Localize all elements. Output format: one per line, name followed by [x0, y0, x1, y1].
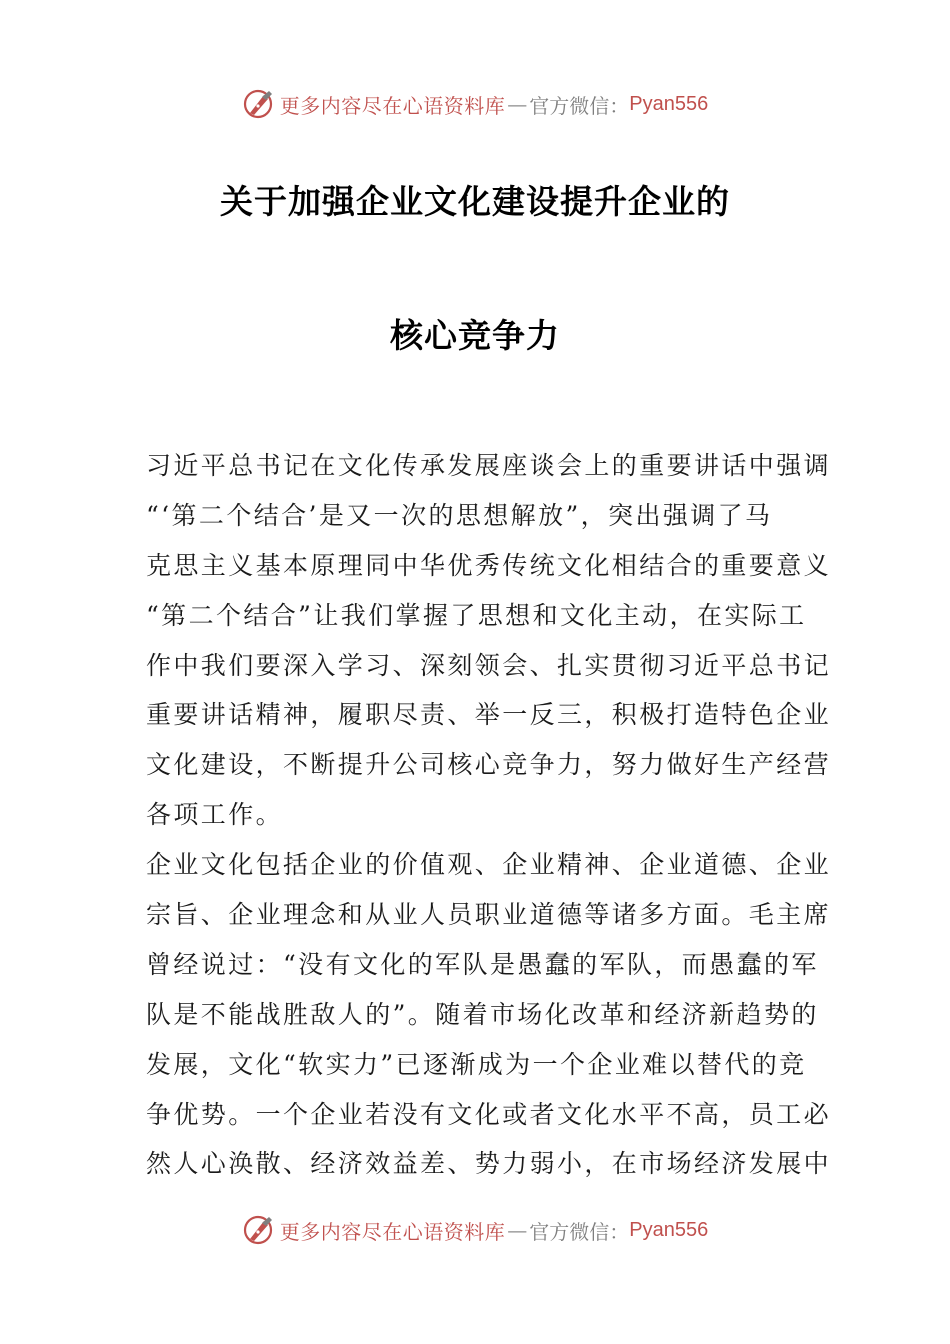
- document-title-line-2: 核心竞争力: [390, 316, 560, 355]
- watermark-dash: —: [507, 92, 528, 116]
- body-line: “第二个结合”让我们掌握了思想和文化主动，在实际工: [146, 600, 807, 630]
- watermark-wechat-id: Pyan556: [629, 1218, 709, 1241]
- body-line: 企业文化包括企业的价值观、企业精神、企业道德、企业: [146, 850, 832, 880]
- header-watermark: [0, 84, 950, 124]
- watermark-official-label: 官方微信：: [529, 93, 630, 118]
- body-line: 各项工作。: [146, 800, 284, 830]
- body-line: 文化建设，不断提升公司核心竞争力，努力做好生产经营: [146, 750, 832, 780]
- body-line: 宗旨、企业理念和从业人员职业道德等诸多方面。毛主席: [146, 900, 832, 930]
- body-line: 发展，文化“软实力”已逐渐成为一个企业难以替代的竞: [146, 1049, 807, 1079]
- watermark-official-label: 官方微信：: [529, 1219, 630, 1244]
- body-line: 习近平总书记在文化传承发展座谈会上的重要讲话中强调: [146, 451, 832, 480]
- pen-nib-logo-icon: [242, 87, 276, 121]
- body-line: 克思主义基本原理同中华优秀传统文化相结合的重要意义: [146, 550, 832, 580]
- footer-watermark: [0, 1210, 950, 1250]
- watermark-brand: 更多内容尽在心语资料库: [279, 93, 506, 118]
- watermark-brand: 更多内容尽在心语资料库: [279, 1219, 506, 1244]
- pen-nib-logo-icon: [242, 1213, 276, 1247]
- body-line: 队是不能战胜敌人的”。随着市场化改革和经济新趋势的: [146, 999, 819, 1029]
- body-line: 然人心涣散、经济效益差、势力弱小，在市场经济发展中: [146, 1149, 832, 1179]
- watermark-dash: —: [507, 1218, 528, 1242]
- body-line: “‘第二个结合’是又一次的思想解放”，突出强调了马: [146, 500, 773, 530]
- body-line: 曾经说过：“没有文化的军队是愚蠢的军队，而愚蠢的军: [146, 949, 819, 979]
- body-line: 争优势。一个企业若没有文化或者文化水平不高，员工必: [146, 1099, 832, 1129]
- body-line: 作中我们要深入学习、深刻领会、扎实贯彻习近平总书记: [146, 650, 832, 680]
- document-body: [146, 441, 832, 1189]
- body-line: 重要讲话精神，履职尽责、举一反三，积极打造特色企业: [146, 700, 832, 730]
- watermark-wechat-id: Pyan556: [629, 92, 709, 115]
- document-title-line-1: 关于加强企业文化建设提升企业的: [220, 182, 730, 221]
